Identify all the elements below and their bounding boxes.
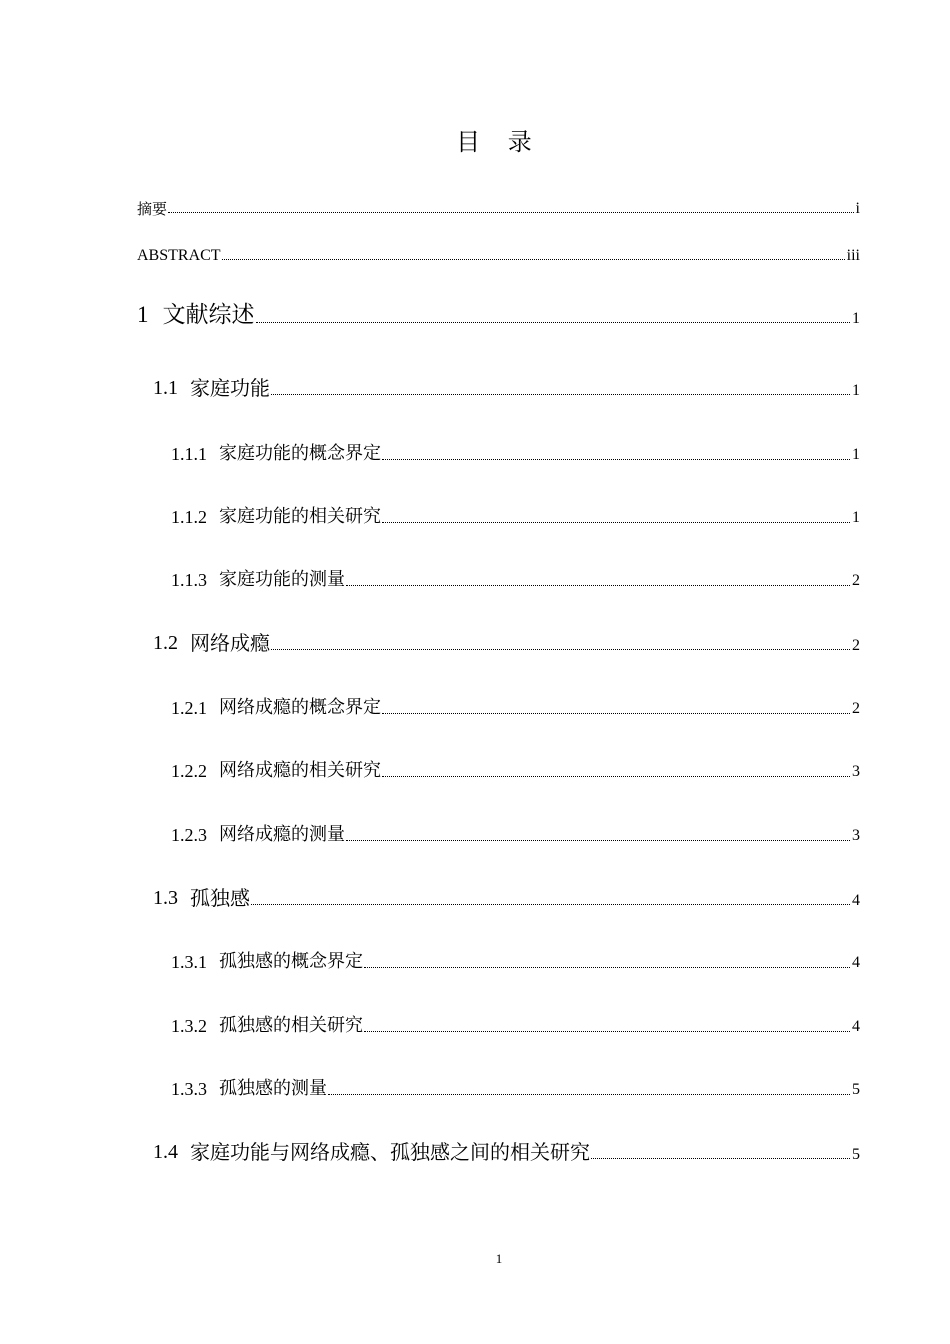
toc-entry-label: 文献综述 <box>162 302 255 328</box>
dot-leader <box>382 522 850 523</box>
toc-entry-number: 1.3.2 <box>171 1016 207 1036</box>
dot-leader <box>382 776 850 777</box>
toc-entry-label: 孤独感的相关研究 <box>219 1015 363 1036</box>
toc-entry-page: 3 <box>852 763 860 781</box>
dot-leader <box>382 459 850 460</box>
dot-leader <box>328 1094 850 1095</box>
toc-entry-page: 2 <box>852 572 860 590</box>
toc-entry-section-1-1-2[interactable] <box>171 507 860 528</box>
dot-leader <box>346 840 850 841</box>
toc-entry-number: 1.1.3 <box>171 570 207 590</box>
dot-leader <box>168 212 854 213</box>
toc-entry-number: 1.4 <box>153 1141 178 1163</box>
page-number: 1 <box>495 1251 503 1266</box>
toc-entry-label: 家庭功能的相关研究 <box>219 506 381 527</box>
toc-entry-section-1-2-2[interactable] <box>171 761 860 782</box>
toc-entry-section-1-1[interactable] <box>153 377 860 400</box>
toc-entry-label: 孤独感的概念界定 <box>219 951 363 972</box>
toc-entry-abstract-cn[interactable] <box>137 200 860 218</box>
dot-leader <box>222 259 845 260</box>
dot-leader <box>271 394 850 395</box>
toc-entry-section-1-4[interactable] <box>153 1141 860 1164</box>
toc-entry-section-1-2[interactable] <box>153 632 860 655</box>
toc-entry-section-1-3-3[interactable] <box>171 1079 860 1100</box>
toc-entry-page: 1 <box>852 509 860 527</box>
toc-entry-page: i <box>855 200 860 217</box>
toc-entry-label: 摘要 <box>137 200 168 219</box>
toc-entry-label: 家庭功能的测量 <box>219 569 345 590</box>
toc-entry-page: 1 <box>852 381 860 399</box>
toc-entry-page: 1 <box>852 446 860 464</box>
toc-entry-label: 网络成瘾的测量 <box>219 824 345 845</box>
toc-entry-page: 1 <box>852 310 860 328</box>
toc-entry-number: 1.2.2 <box>171 761 207 781</box>
toc-entry-section-1-3[interactable] <box>153 887 860 910</box>
toc-entry-page: 4 <box>852 1018 860 1036</box>
toc-entry-page: 2 <box>852 636 860 654</box>
toc-entry-chapter-1[interactable] <box>137 302 860 328</box>
dot-leader <box>364 1031 850 1032</box>
dot-leader <box>271 649 850 650</box>
toc-entry-number: 1.2.3 <box>171 825 207 845</box>
toc-entry-number: 1.3 <box>153 887 178 909</box>
toc-entry-label: 孤独感的测量 <box>219 1078 327 1099</box>
dot-leader <box>364 967 850 968</box>
toc-entry-number: 1.2.1 <box>171 698 207 718</box>
toc-entry-page: iii <box>846 247 860 264</box>
toc-entry-section-1-1-3[interactable] <box>171 570 860 591</box>
toc-entry-label: 家庭功能与网络成瘾、孤独感之间的相关研究 <box>190 1140 590 1164</box>
toc-entry-number: 1.1.1 <box>171 444 207 464</box>
dot-leader <box>346 585 850 586</box>
toc-entry-section-1-2-3[interactable] <box>171 825 860 846</box>
toc-entry-page: 4 <box>852 954 860 972</box>
toc-entry-label: 网络成瘾的相关研究 <box>219 760 381 781</box>
dot-leader <box>382 713 850 714</box>
page-title: 目 录 <box>456 128 542 156</box>
toc-entry-label: 孤独感 <box>190 886 250 910</box>
toc-entry-label: 家庭功能 <box>190 376 270 400</box>
toc-entry-number: 1.1 <box>153 377 178 399</box>
toc-entry-number: 1 <box>137 302 149 327</box>
toc-entry-section-1-2-1[interactable] <box>171 698 860 719</box>
toc-entry-number: 1.2 <box>153 632 178 654</box>
toc-entry-section-1-1-1[interactable] <box>171 444 860 465</box>
toc-entry-abstract-en[interactable] <box>137 247 860 265</box>
toc-entry-number: 1.1.2 <box>171 507 207 527</box>
dot-leader <box>256 322 851 323</box>
toc-entry-section-1-3-2[interactable] <box>171 1016 860 1037</box>
toc-entry-number: 1.3.3 <box>171 1079 207 1099</box>
toc-entry-label: ABSTRACT <box>137 247 221 264</box>
toc-entry-page: 5 <box>852 1145 860 1163</box>
toc-entry-label: 网络成瘾 <box>190 631 270 655</box>
toc-entry-section-1-3-1[interactable] <box>171 952 860 973</box>
toc-entry-page: 4 <box>852 891 860 909</box>
toc-entry-label: 网络成瘾的概念界定 <box>219 697 381 718</box>
toc-entry-page: 2 <box>852 700 860 718</box>
dot-leader <box>591 1158 850 1159</box>
toc-entry-number: 1.3.1 <box>171 952 207 972</box>
toc-entry-page: 3 <box>852 827 860 845</box>
dot-leader <box>251 904 850 905</box>
toc-entry-label: 家庭功能的概念界定 <box>219 443 381 464</box>
toc-entry-page: 5 <box>852 1081 860 1099</box>
